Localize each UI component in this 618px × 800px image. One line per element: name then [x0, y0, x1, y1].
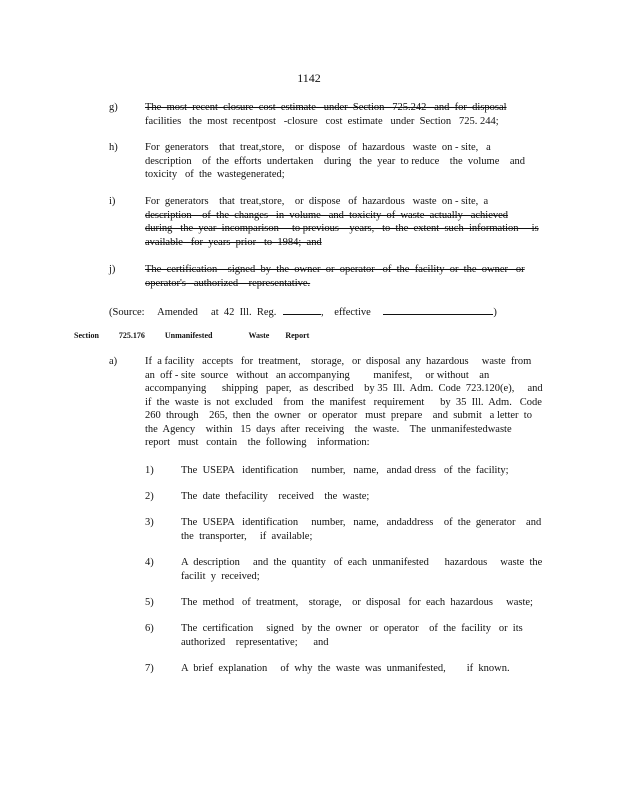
- section-title-word: Waste: [248, 331, 270, 340]
- text-line: For generators that treat,store, or dispose of hazardous waste on - site, a: [145, 196, 489, 207]
- text-line: if the waste is not excluded from the manifest requirement by 35 Ill. Adm. Code: [145, 396, 542, 408]
- text-line: For generators that treat,store, or dispose of hazardous waste on - site, a: [145, 142, 491, 153]
- text-line: the transporter, if available;: [181, 530, 313, 542]
- struck-text-line: available for years prior to 1984; and: [145, 236, 322, 248]
- item-label: i): [109, 196, 116, 207]
- section-title-word: Report: [285, 331, 310, 340]
- text-line: The certification signed by the owner or operator of the facility or its: [181, 623, 523, 634]
- item-label: h): [109, 142, 118, 153]
- source-effective: effective: [334, 307, 371, 318]
- subitem-number: 7): [145, 663, 154, 674]
- text-line: The USEPA identification number, name, andaddress of the generator and: [181, 517, 542, 528]
- item-label: j): [109, 264, 116, 275]
- text-line: authorized representative; and: [181, 636, 329, 648]
- text-line: an off - site source without an accompanying manifest, or without an: [145, 369, 490, 381]
- subitem-number: 1): [145, 465, 154, 476]
- struck-text-line: The certification signed by the owner or operator of the facility or the owner or: [145, 264, 525, 275]
- subitem-number: 3): [145, 517, 154, 528]
- text-line: the Agency within 15 days after receiving the waste. The unmanifestedwaste: [145, 423, 512, 435]
- section-number: 725.176: [118, 331, 145, 340]
- struck-text-line: description of the changes in volume and toxicity of waste actually achieved: [145, 209, 509, 221]
- item-label: a): [109, 356, 118, 367]
- struck-text-line: during the year incomparison to previous years, to the extent such information is: [145, 223, 539, 234]
- item-label: g): [109, 102, 118, 113]
- section-word: Section: [74, 331, 99, 340]
- text-line: A brief explanation of why the waste was unmanifested, if known.: [181, 663, 510, 674]
- text-line: 260 through 265, then the owner or operator must prepare and submit a letter to: [145, 410, 532, 421]
- subitem-number: 2): [145, 491, 154, 502]
- text-line: facilities the most recentpost -closure cost estimate under Section 725. 244;: [145, 115, 499, 127]
- subitem-number: 4): [145, 557, 154, 568]
- text-line: description of the efforts undertaken during the year to reduce the volume and: [145, 155, 526, 167]
- subitem-number: 6): [145, 623, 154, 634]
- text-line: accompanying shipping paper, as described by 35 Ill. Adm. Code 723.120(e), and: [145, 383, 543, 394]
- section-heading: [74, 331, 309, 340]
- text-line: toxicity of the wastegenerated;: [145, 169, 285, 180]
- section-title-word: Unmanifested: [164, 331, 213, 340]
- text-line: The date thefacility received the waste;: [181, 491, 370, 502]
- text-line: The method of treatment, storage, or disposal for each hazardous waste;: [181, 597, 533, 608]
- text-line: facilit y received;: [181, 570, 260, 582]
- blank-effective-date: [383, 303, 493, 315]
- source-comma: ,: [321, 307, 324, 318]
- source-suffix: ): [493, 307, 497, 318]
- text-line: A description and the quantity of each unmanifested hazardous waste the: [181, 557, 543, 568]
- struck-text-line: operator's authorized representative.: [145, 277, 311, 289]
- page-number: 1142: [297, 71, 321, 85]
- subitem-number: 5): [145, 597, 154, 608]
- source-prefix: (Source: Amended at 42 Ill. Reg.: [109, 307, 277, 318]
- text-line: report must contain the following information:: [145, 437, 370, 448]
- struck-text-line: The most recent closure cost estimate under Section 725.242 and for disposal: [145, 102, 507, 113]
- text-line: If a facility accepts for treatment, storage, or disposal any hazardous waste from: [145, 356, 532, 367]
- source-note: [109, 303, 497, 320]
- text-line: The USEPA identification number, name, andad dress of the facility;: [181, 465, 509, 476]
- blank-volume: [283, 303, 321, 315]
